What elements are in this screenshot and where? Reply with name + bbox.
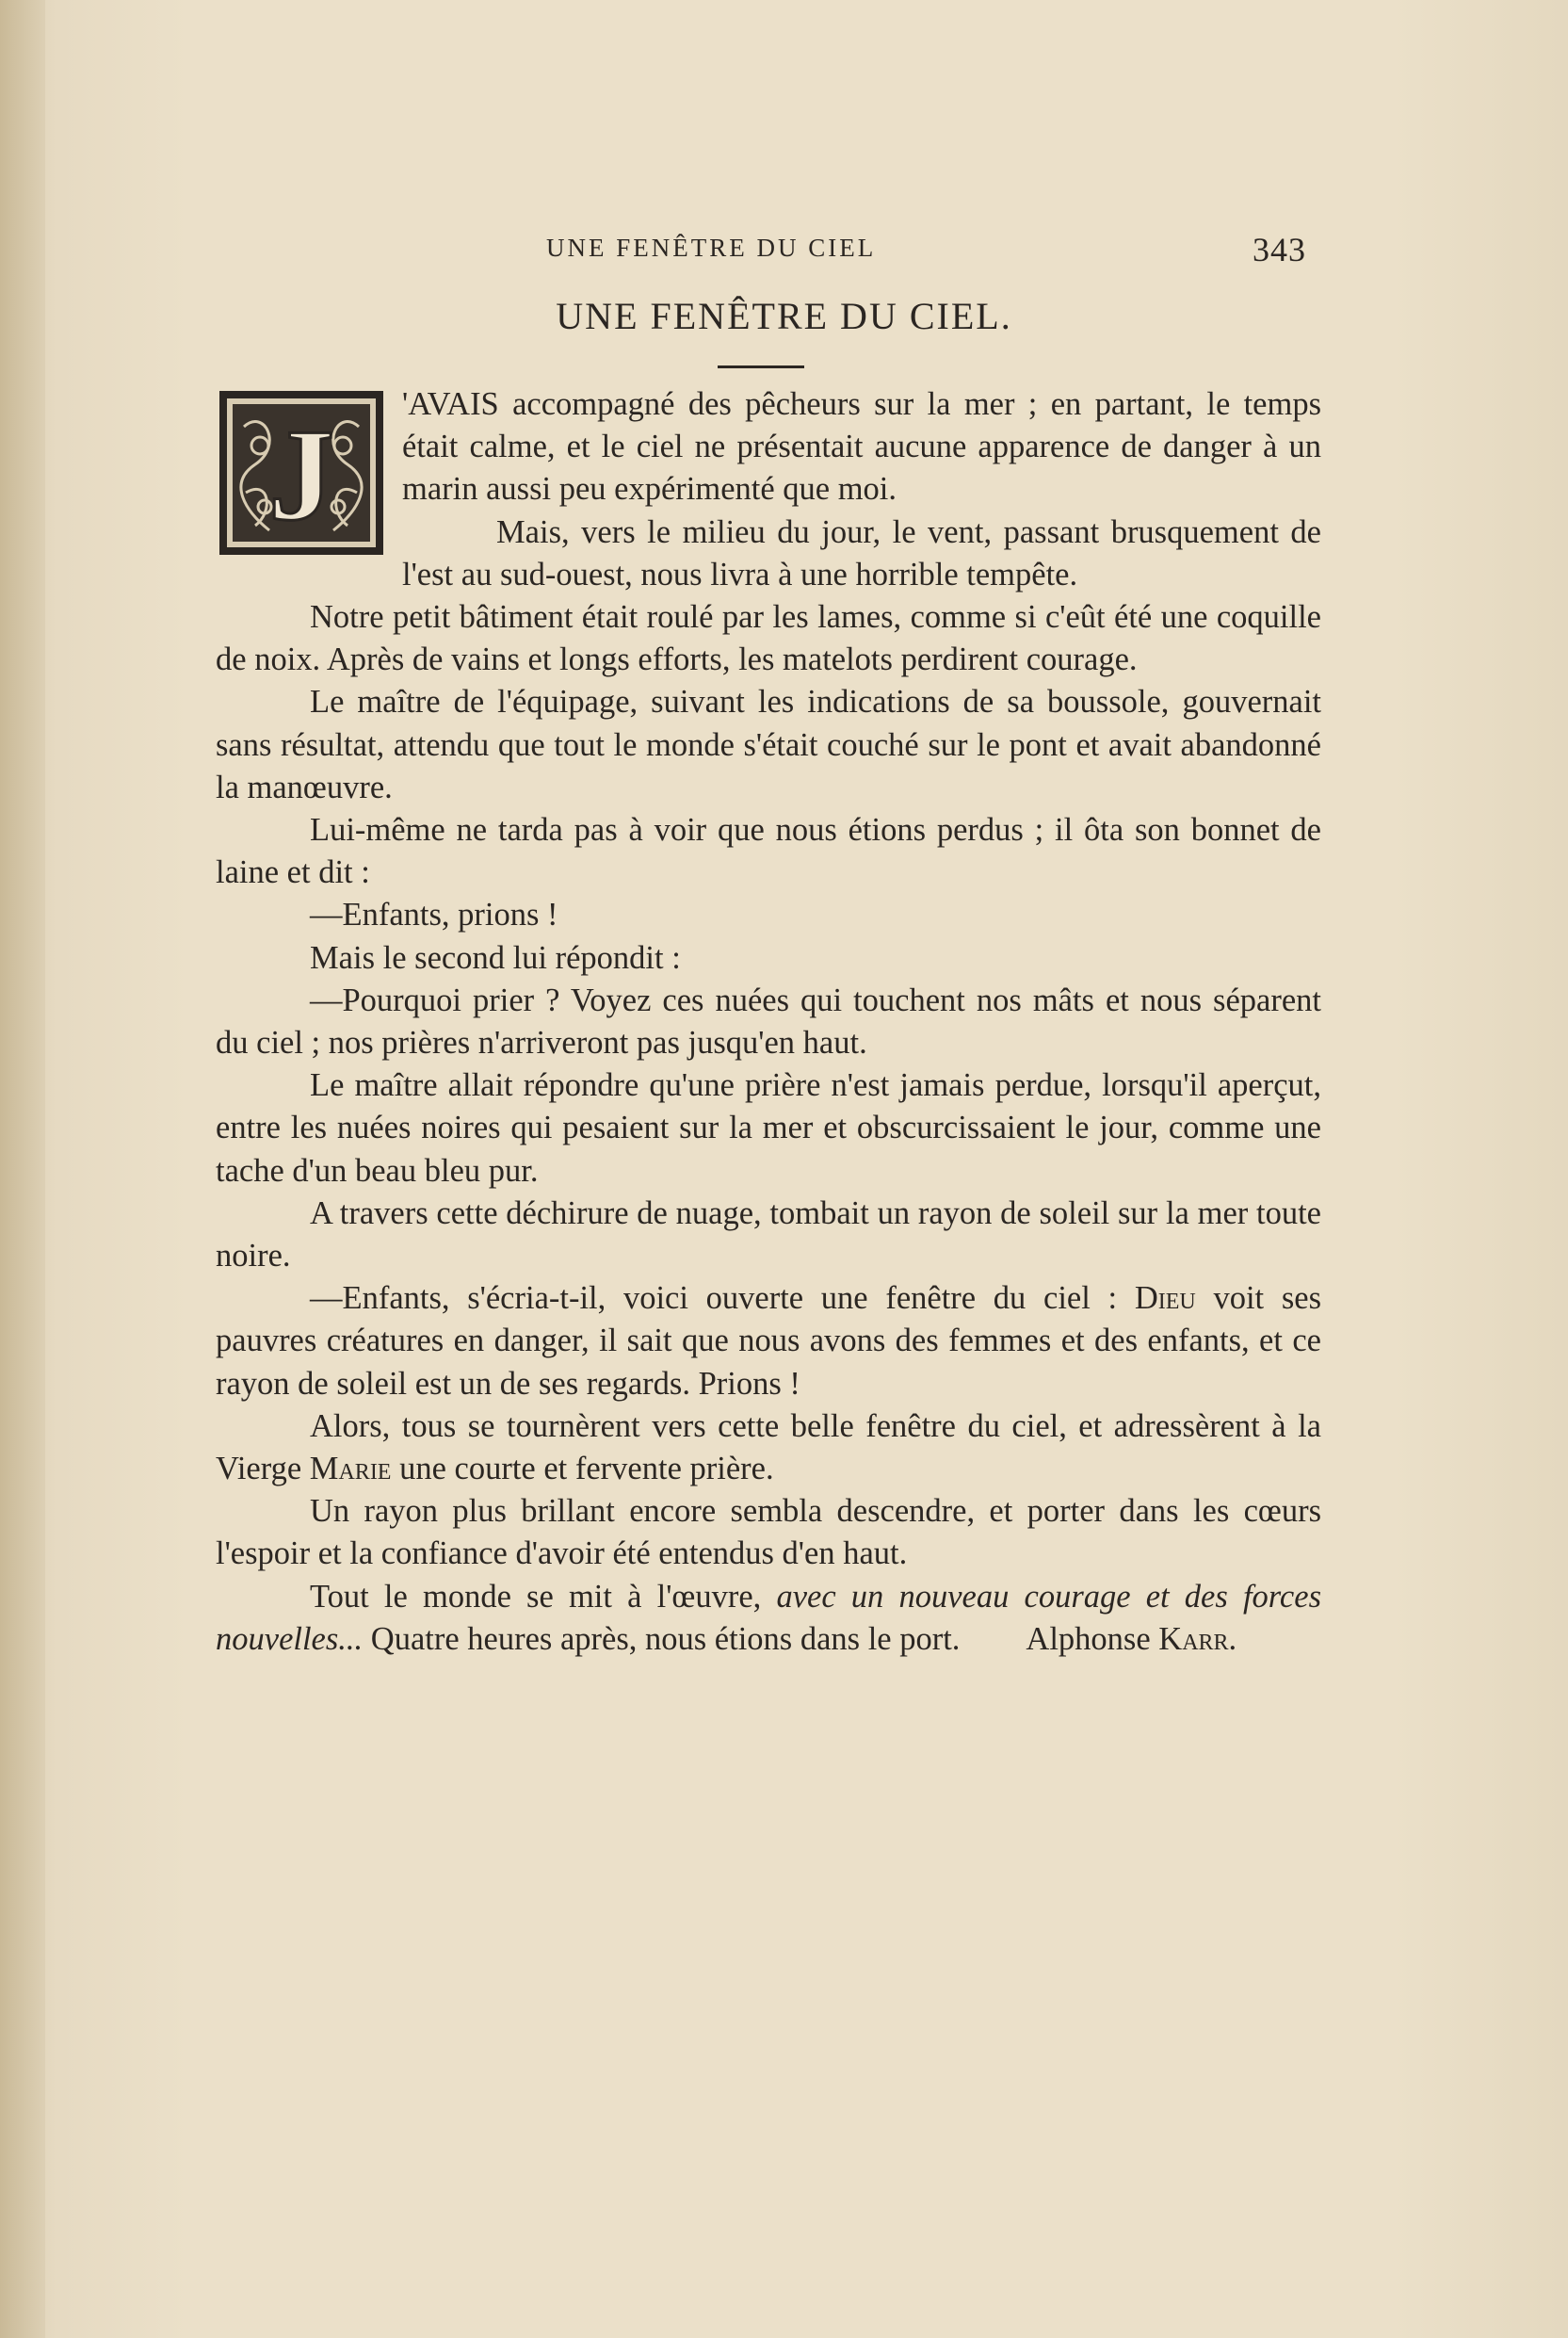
title-rule (718, 365, 804, 368)
paragraph-12 (216, 1405, 1321, 1490)
paragraph-13: Un rayon plus brillant encore sembla descendre, et porter dans les cœurs l'espoir et la confiance d'avoir été entendus d'en haut. (216, 1493, 1321, 1572)
running-head: UNE FENÊTRE DU CIEL (546, 234, 877, 262)
p11-before: —Enfants, s'écria-t-il, voici ouverte une fenêtre du ciel : (310, 1280, 1135, 1317)
paragraph-1 (216, 383, 1321, 548)
article-title: UNE FENÊTRE DU CIEL. (556, 295, 1012, 337)
marie-smallcaps: Marie (309, 1451, 392, 1487)
p14-after: Quatre heures après, nous étions dans le port. (363, 1620, 961, 1657)
p11-after: voit ses pauvres créatures en danger, il sait que nous avons des femmes et des enfants, et ce rayon de soleil est un de ses regards. Prions ! (216, 1280, 1321, 1402)
paragraph-8: —Pourquoi prier ? Voyez ces nuées qui touchent nos mâts et nous séparent du ciel ; nos prières n'arriveront pas jusqu'en haut. (216, 982, 1321, 1062)
author-first-name: Alphonse (1026, 1620, 1151, 1657)
page-number: 343 (1253, 231, 1306, 268)
p12-after: une courte et fervente prière. (391, 1451, 774, 1487)
paragraph-5: Lui-même ne tarda pas à voir que nous étions perdus ; il ôta son bonnet de laine et dit : (216, 812, 1321, 891)
paragraph-2: Mais, vers le milieu du jour, le vent, passant brusquement de l'est au sud-ouest, nous livra à une horrible tempête. (402, 513, 1321, 593)
p14-italic: avec un nouveau courage et des forces nouvelles... (216, 1578, 1321, 1657)
p12-before: Alors, tous se tournèrent vers cette belle fenêtre du ciel, et adressèrent à la Vierge (216, 1407, 1321, 1487)
paragraph-10: A travers cette déchirure de nuage, tombait un rayon de soleil sur la mer toute noire. (216, 1194, 1321, 1275)
paragraph-14 (216, 1576, 1321, 1661)
paragraph-6: —Enfants, prions ! (310, 897, 558, 934)
ornamental-initial-icon (218, 389, 385, 557)
author-signature (1026, 1621, 1237, 1657)
article-body (216, 383, 1321, 1661)
author-last-name: Karr. (1158, 1620, 1237, 1657)
paragraph-4: Le maître de l'équipage, suivant les indications de sa boussole, gouvernait sans résultat, attendu que tout le monde s'était couché sur le pont et avait abandonné la manœuvre. (216, 684, 1321, 805)
p14-before: Tout le monde se mit à l'œuvre, (310, 1578, 777, 1615)
paragraph-3: Notre petit bâtiment était roulé par les lames, comme si c'eût été une coquille de noix. Après de vains et longs efforts, les matelots perdirent courage. (216, 599, 1321, 678)
paragraph-11 (216, 1277, 1321, 1405)
drop-cap-letter: J (268, 402, 334, 548)
dieu-smallcaps: Dieu (1134, 1280, 1196, 1317)
paragraph-1-text: 'AVAIS accompagné des pêcheurs sur la mer ; en partant, le temps était calme, et le ciel ne présentait aucune apparence de danger à un marin aussi peu expérimenté que moi. (402, 386, 1321, 508)
drop-cap-ornament (218, 389, 385, 557)
paragraph-7: Mais le second lui répondit : (310, 939, 681, 976)
paragraph-9: Le maître allait répondre qu'une prière n'est jamais perdue, lorsqu'il aperçut, entre les nuées noires qui pesaient sur la mer et obscurcissaient le jour, comme une tache d'un beau bleu pur. (216, 1067, 1321, 1189)
page-gutter (0, 0, 45, 2338)
